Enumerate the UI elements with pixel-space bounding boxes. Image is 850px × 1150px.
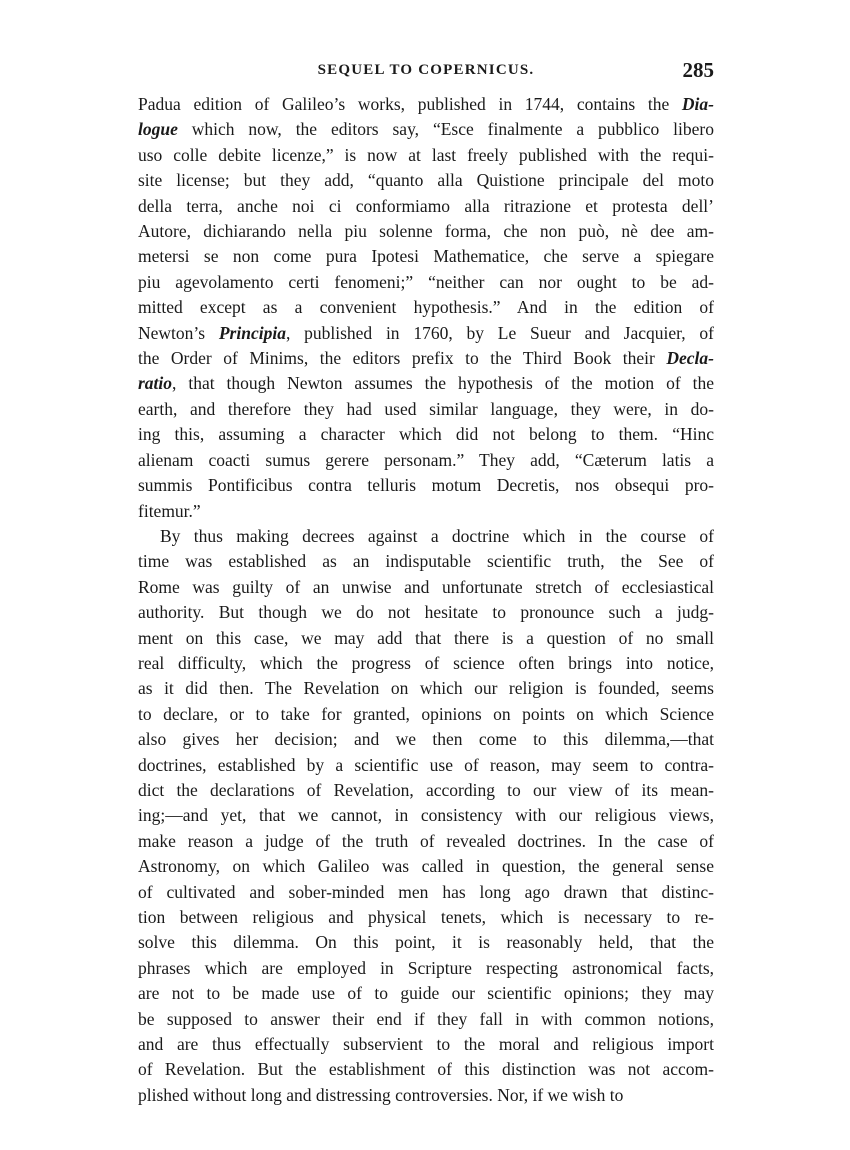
text-run: be supposed to answer their end if they fall in with common notions, [138, 1008, 714, 1029]
text-run: also gives her decision; and we then come to this dilemma,—that [138, 729, 714, 750]
text-run: piu agevolamento certi fenomeni;” “neither can nor ought to be ad- [138, 271, 714, 292]
text-run: uso colle debite licenze,” is now at last freely published with the requi- [138, 144, 714, 165]
text-line [138, 956, 714, 981]
text-line [138, 397, 714, 422]
text-line [138, 321, 714, 346]
text-line [138, 244, 714, 269]
text-run: Autore, dichiarando nella piu solenne forma, che non può, nè dee am- [138, 221, 714, 242]
text-run: Newton’s [138, 322, 219, 343]
text-run: to declare, or to take for granted, opinions on points on which Science [138, 703, 714, 724]
text-line [138, 1007, 714, 1032]
text-line [138, 702, 714, 727]
paragraph [138, 524, 714, 1108]
text-line [138, 143, 714, 168]
text-run: Padua edition of Galileo’s works, published in 1744, contains the [138, 94, 682, 114]
italic-title: Dia- [681, 94, 714, 114]
text-line [138, 651, 714, 676]
text-line [138, 676, 714, 701]
text-line [138, 778, 714, 803]
text-line [138, 270, 714, 295]
body-text [138, 92, 714, 1108]
text-run: make reason a judge of the truth of revealed doctrines. In the case of [138, 830, 714, 851]
text-run: authority. But though we do not hesitate to pronounce such a judg- [138, 602, 714, 623]
text-run: are not to be made use of to guide our scientific opinions; they may [138, 983, 714, 1004]
text-line [138, 168, 714, 193]
italic-title: ratio [138, 373, 173, 394]
text-run: Rome was guilty of an unwise and unfortunate stretch of ecclesiastical [138, 576, 714, 597]
text-line [138, 295, 714, 320]
text-line [138, 194, 714, 219]
text-run: earth, and therefore they had used similar language, they were, in do- [138, 398, 714, 419]
text-line [138, 92, 714, 117]
text-line [138, 117, 714, 142]
book-page [138, 58, 714, 1108]
text-line [138, 803, 714, 828]
text-line [138, 346, 714, 371]
text-run: fitemur.” [138, 500, 201, 521]
text-line [138, 448, 714, 473]
text-line [138, 1083, 714, 1108]
text-run: dict the declarations of Revelation, according to our view of its mean- [138, 779, 714, 800]
text-line [138, 524, 714, 549]
text-run: ing;—and yet, that we cannot, in consistency with our religious views, [138, 805, 714, 826]
text-line [138, 753, 714, 778]
text-run: doctrines, established by a scientific use of reason, may seem to contra- [138, 754, 714, 775]
text-line [138, 905, 714, 930]
text-line [138, 829, 714, 854]
italic-title: Principia [218, 322, 286, 343]
text-run: ment on this case, we may add that there is a question of no small [138, 627, 714, 648]
running-title: SEQUEL TO COPERNICUS. [317, 62, 535, 78]
text-run: phrases which are employed in Scripture respecting astronomical facts, [138, 957, 714, 978]
text-line [138, 575, 714, 600]
text-line [138, 371, 714, 396]
text-line [138, 930, 714, 955]
text-line [138, 981, 714, 1006]
text-line [138, 549, 714, 574]
text-line [138, 473, 714, 498]
text-run: real difficulty, which the progress of science often brings into notice, [138, 652, 714, 673]
running-head [138, 58, 714, 88]
text-line [138, 626, 714, 651]
text-line [138, 880, 714, 905]
text-run: which now, the editors say, “Esce finalmente a pubblico libero [177, 119, 714, 140]
page-number: 285 [682, 58, 714, 82]
text-run: Astronomy, on which Galileo was called in question, the general sense [138, 856, 714, 877]
text-run: plished without long and distressing controversies. Nor, if we wish to [138, 1084, 624, 1105]
text-run: solve this dilemma. On this point, it is reasonably held, that the [138, 932, 714, 953]
text-run: della terra, anche noi ci conformiamo alla ritrazione et protesta dell’ [138, 195, 714, 216]
text-run: ing this, assuming a character which did not belong to them. “Hinc [138, 424, 714, 445]
italic-title: logue [138, 119, 178, 140]
text-line [138, 600, 714, 625]
text-line [138, 422, 714, 447]
text-run: alienam coacti sumus gerere personam.” They add, “Cæterum latis a [138, 449, 714, 470]
text-line [138, 219, 714, 244]
text-run: and are thus effectually subservient to the moral and religious import [138, 1034, 714, 1055]
text-line [138, 1032, 714, 1057]
text-run: summis Pontificibus contra telluris motum Decretis, nos obsequi pro- [138, 475, 714, 496]
text-run: time was established as an indisputable scientific truth, the See of [138, 551, 714, 572]
text-run: as it did then. The Revelation on which our religion is founded, seems [138, 678, 714, 699]
text-line [138, 727, 714, 752]
text-run: site license; but they add, “quanto alla Quistione principale del moto [138, 170, 714, 191]
text-run: the Order of Minims, the editors prefix to the Third Book their [138, 348, 667, 369]
text-run: metersi se non come pura Ipotesi Mathematice, che serve a spiegare [138, 246, 714, 267]
paragraph [138, 92, 714, 524]
text-run: , published in 1760, by Le Sueur and Jacquier, of [285, 322, 714, 343]
text-run: mitted except as a convenient hypothesis.” And in the edition of [138, 297, 714, 318]
text-line [138, 1057, 714, 1082]
text-run: By thus making decrees against a doctrine which in the course of [160, 525, 714, 546]
text-line [138, 854, 714, 879]
text-run: tion between religious and physical tenets, which is necessary to re- [138, 907, 714, 927]
text-run: , that though Newton assumes the hypothesis of the motion of the [172, 373, 714, 394]
text-run: of cultivated and sober-minded men has long ago drawn that distinc- [138, 881, 714, 902]
text-run: of Revelation. But the establishment of this distinction was not accom- [138, 1059, 714, 1080]
text-line [138, 499, 714, 524]
italic-title: Decla- [666, 348, 714, 369]
